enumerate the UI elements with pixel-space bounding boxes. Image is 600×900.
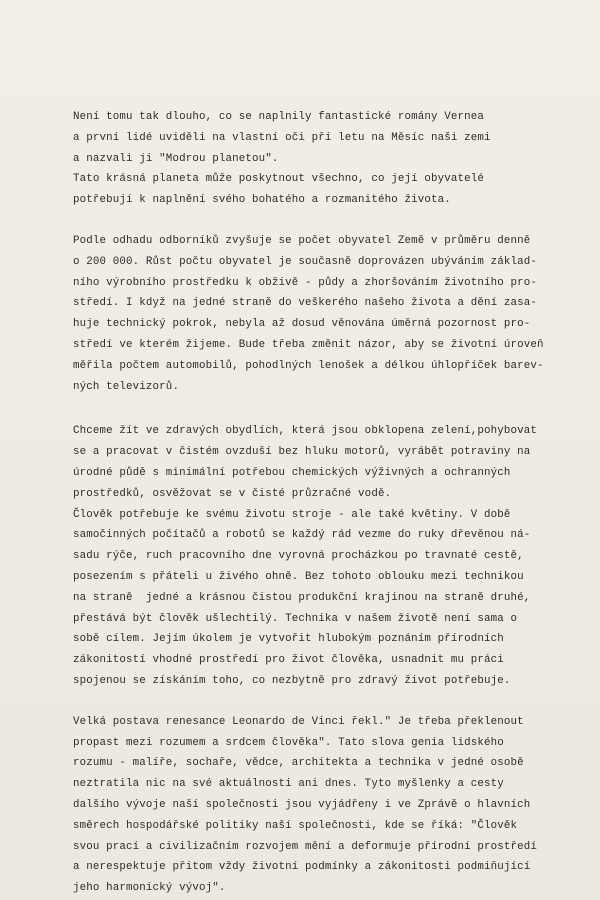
text-line: Tato krásná planeta může poskytnout všechno, co její obyvatelé — [73, 173, 485, 186]
text-line: potřebují k naplnění svého bohatého a rozmanitého života. — [73, 194, 451, 207]
text-line: spojenou se získáním toho, co nezbytně pro zdravý život potřebuje. — [73, 674, 511, 687]
text-line: samočinných počítačů a robotů se každý rád vezme do ruky dřevěnou ná- — [73, 529, 531, 542]
text-line: huje technický pokrok, nebyla až dosud věnována úměrná pozornost pro- — [73, 318, 531, 331]
text-line: svou prací a civilizačním rozvojem mění a deformuje přírodní prostředí — [73, 840, 538, 853]
text-line: a nerespektuje přitom vždy životní podmínky a zákonitosti podmiňující — [73, 861, 531, 874]
text-line: rozumu - malíře, sochaře, vědce, architekta a technika v jedné osobě — [73, 757, 524, 770]
text-line: propast mezi rozumem a srdcem člověka". Tato slova genia lidského — [73, 736, 504, 749]
text-line: přestává být člověk ušlechtilý. Technika v našem životě není sama o — [73, 612, 518, 625]
text-line: na straně jedné a krásnou čistou produkční krajinou na straně druhé, — [73, 591, 531, 604]
text-line: sobě cílem. Jejím úkolem je vytvořit hlubokým poznáním přírodních — [73, 633, 504, 646]
text-line: úrodné půdě s minimální potřebou chemických výživných a ochranných — [73, 466, 511, 479]
text-line: posezením s přáteli u živého ohně. Bez tohoto oblouku mezi technikou — [73, 570, 524, 583]
text-line: Chceme žít ve zdravých obydlích, která jsou obklopena zelení,pohybovat — [73, 425, 538, 438]
text-line: a nazvali ji "Modrou planetou". — [73, 152, 279, 165]
text-line: jeho harmonický vývoj". — [73, 882, 226, 895]
paragraph-population — [73, 231, 564, 397]
text-line: dalšího vývoje naší společnosti jsou vyjádřeny i ve Zprávě o hlavních — [73, 798, 531, 811]
text-line: sadu rýče, ruch pracovního dne vyrovná procházkou po travnaté cestě, — [73, 550, 524, 563]
text-line: ního výrobního prostředku k obživě - půdy a zhoršováním životního pro- — [73, 276, 538, 289]
text-line: měřila počtem automobilů, pohodlných lenošek a délkou úhlopříček barev- — [73, 359, 544, 372]
text-line: zákonitostí vhodné prostředí pro život člověka, usnadnit mu práci — [73, 654, 504, 667]
text-line: Podle odhadu odborníků zvyšuje se počet obyvatel Země v průměru denně — [73, 234, 531, 247]
paragraph-blue-planet — [73, 107, 564, 211]
text-line: a první lidé uviděli na vlastní oči při letu na Měsíc naši zemi — [73, 131, 491, 144]
text-line: Není tomu tak dlouho, co se naplnily fantastické romány Vernea — [73, 111, 485, 123]
paragraph-leonardo — [73, 712, 564, 899]
text-line: prostředků, osvěžovat se v čisté průzračné vodě. — [73, 487, 392, 500]
text-line: Člověk potřebuje ke svému životu stroje - ale také květiny. V době — [73, 508, 511, 521]
text-line: Velká postava renesance Leonardo de Vinci řekl." Je třeba překlenout — [73, 715, 524, 728]
text-line: středí ve kterém žijeme. Bude třeba změnit názor, aby se životní úroveň — [73, 338, 544, 351]
paragraph-healthy-living — [73, 421, 564, 691]
text-line: středí. I když na jedné straně do veškerého našeho života a dění zasa- — [73, 297, 538, 310]
text-line: neztratila nic na své aktuálnosti ani dnes. Tyto myšlenky a cesty — [73, 778, 504, 791]
text-line: se a pracovat v čistém ovzduší bez hluku motorů, vyrábět potraviny na — [73, 446, 531, 459]
text-line: ných televizorů. — [73, 380, 180, 393]
text-line: směrech hospodářské politiky naší společnosti, kde se říká: "Člověk — [73, 819, 518, 832]
text-line: o 200 000. Růst počtu obyvatel je současně doprovázen ubýváním základ- — [73, 255, 538, 268]
